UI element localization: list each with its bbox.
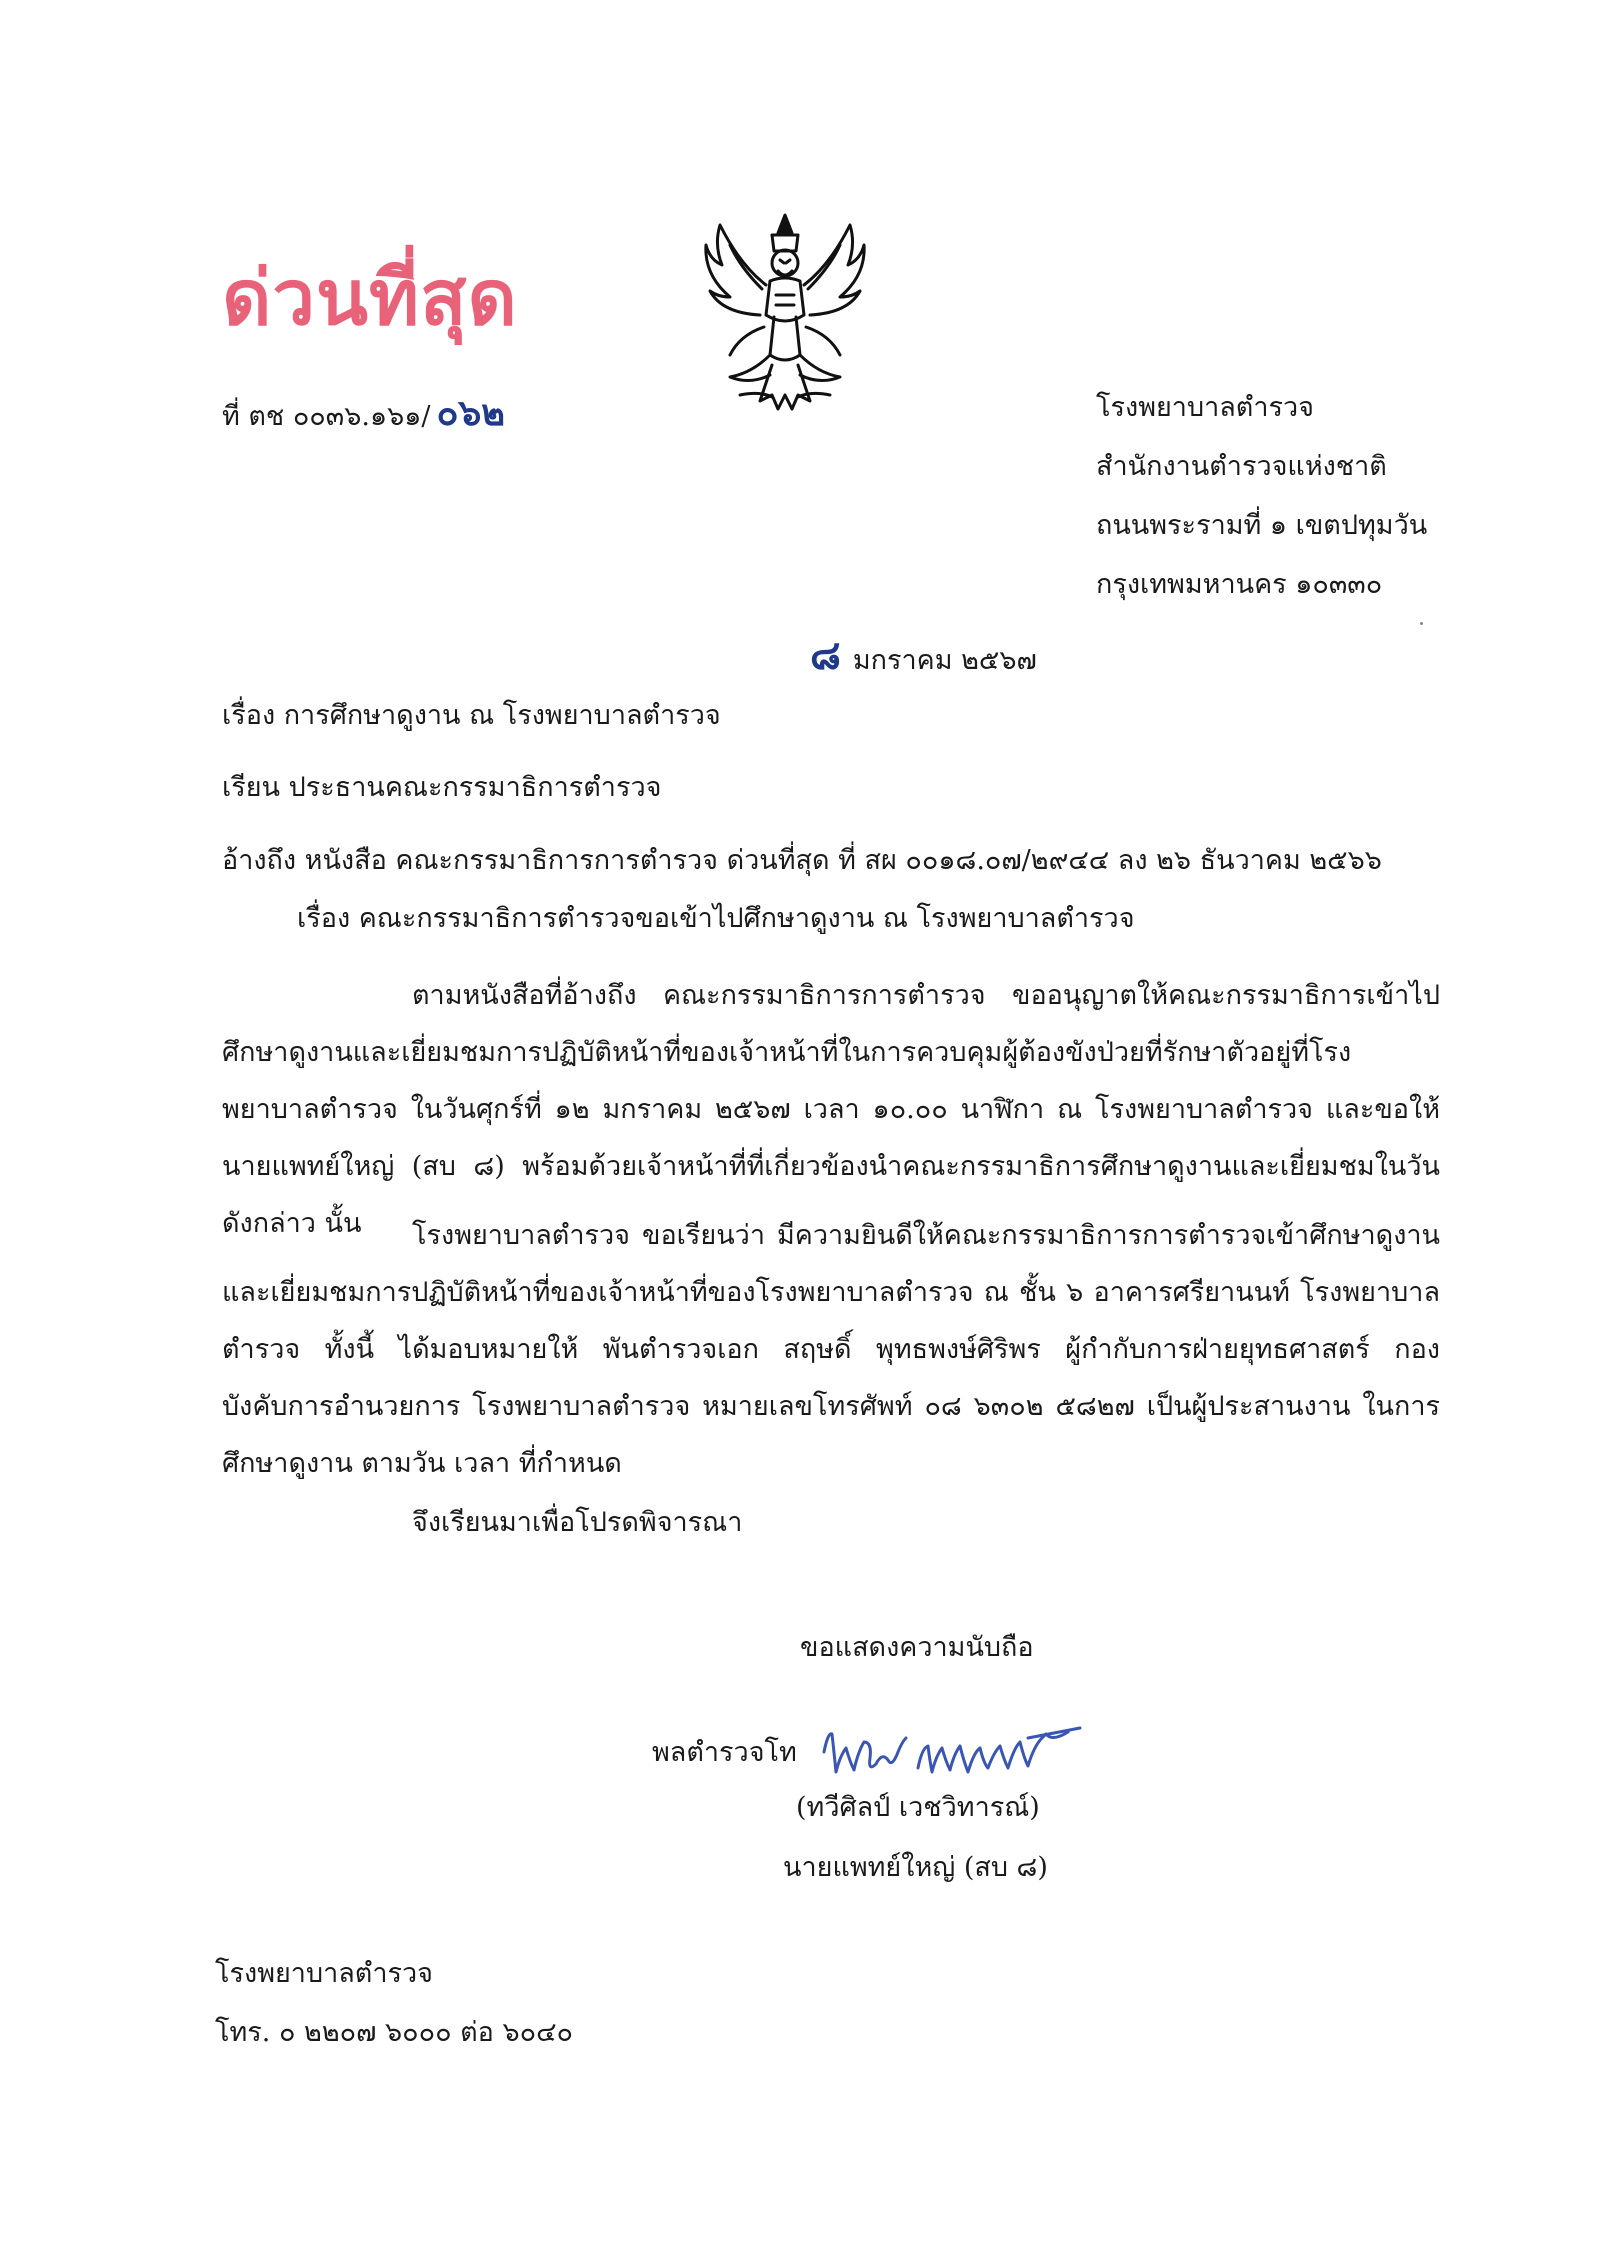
reference-line-1: อ้างถึง หนังสือ คณะกรรมาธิการการตำรวจ ด่วนที่สุด ที่ สผ ๐๐๑๘.๐๗/๒๙๔๔ ลง ๒๖ ธันวาคม ๒๕๖๖ xyxy=(222,845,1382,876)
footer-office: โรงพยาบาลตำรวจ xyxy=(215,1958,433,1989)
salutation-line: เรียน ประธานคณะกรรมาธิการตำรวจ xyxy=(222,772,662,803)
footer-phone: โทร. ๐ ๒๒๐๗ ๖๐๐๐ ต่อ ๖๐๔๐ xyxy=(215,2017,574,2048)
handwritten-signature xyxy=(818,1712,1088,1792)
stray-dot xyxy=(1420,622,1423,625)
closing-line: จึงเรียนมาเพื่อโปรดพิจารณา xyxy=(412,1507,743,1538)
body-paragraph-2: โรงพยาบาลตำรวจ ขอเรียนว่า มีความยินดีให้คณะกรรมาธิการการตำรวจเข้าศึกษาดูงานและเยี่ยมชมการปฏิบัติหน้าที่ของเจ้าหน้าที่ของโรงพยาบาลตำรวจ ณ ชั้น ๖ อาคารศรียานนท์ โรงพยาบาลตำรวจ ทั้งนี้ ได้มอบหมายให้ พันตำรวจเอก สฤษดิ์ พุทธพงษ์ศิริพร ผู้กำกับการฝ่ายยุทธศาสตร์ กองบังคับการอำนวยการ โรงพยาบาลตำรวจ หมายเลขโทรศัพท์ ๐๘ ๖๓๐๒ ๕๘๒๗ เป็นผู้ประสานงาน ในการศึกษาดูงาน ตามวัน เวลา ที่กำหนด xyxy=(222,1220,1440,1479)
signatory-position: นายแพทย์ใหญ่ (สบ ๘) xyxy=(783,1852,1048,1883)
reference-line-2: เรื่อง คณะกรรมาธิการตำรวจขอเข้าไปศึกษาดูงาน ณ โรงพยาบาลตำรวจ xyxy=(297,903,1135,934)
signatory-name: (ทวีศิลป์ เวชวิทารณ์) xyxy=(796,1792,1040,1823)
handwritten-reference-number: ๐๖๒ xyxy=(436,392,506,434)
address-line-4: กรุงเทพมหานคร ๑๐๓๓๐ xyxy=(1096,569,1383,600)
body-paragraph-1: ตามหนังสือที่อ้างถึง คณะกรรมาธิการการตำรวจ ขออนุญาตให้คณะกรรมาธิการเข้าไปศึกษาดูงานและเยี่ยมชมการปฏิบัติหน้าที่ของเจ้าหน้าที่ในการควบคุมผู้ต้องขังป่วยที่รักษาตัวอยู่ที่โรงพยาบาลตำรวจ ในวันศุกร์ที่ ๑๒ มกราคม ๒๕๖๗ เวลา ๑๐.๐๐ นาฬิกา ณ โรงพยาบาลตำรวจ และขอให้ นายแพทย์ใหญ่ (สบ ๘) พร้อมด้วยเจ้าหน้าที่ที่เกี่ยวข้องนำคณะกรรมาธิการศึกษาดูงานและเยี่ยมชมในวันดังกล่าว นั้น xyxy=(222,980,1440,1239)
letter-date xyxy=(810,632,1037,680)
subject-line: เรื่อง การศึกษาดูงาน ณ โรงพยาบาลตำรวจ xyxy=(222,700,721,731)
date-month-year: มกราคม ๒๕๖๗ xyxy=(852,645,1037,676)
urgency-stamp: ด่วนที่สุด xyxy=(222,253,518,342)
address-line-1: โรงพยาบาลตำรวจ xyxy=(1096,392,1314,423)
garuda-emblem xyxy=(700,205,870,417)
signatory-rank: พลตำรวจโท xyxy=(652,1737,797,1768)
address-line-2: สำนักงานตำรวจแห่งชาติ xyxy=(1096,451,1387,482)
address-line-3: ถนนพระรามที่ ๑ เขตปทุมวัน xyxy=(1096,510,1428,541)
reference-number xyxy=(222,392,505,435)
regards-line: ขอแสดงความนับถือ xyxy=(800,1632,1034,1663)
handwritten-day: ๘ xyxy=(810,632,841,679)
reference-label: ที่ ตช ๐๐๓๖.๑๖๑/ xyxy=(222,401,431,432)
